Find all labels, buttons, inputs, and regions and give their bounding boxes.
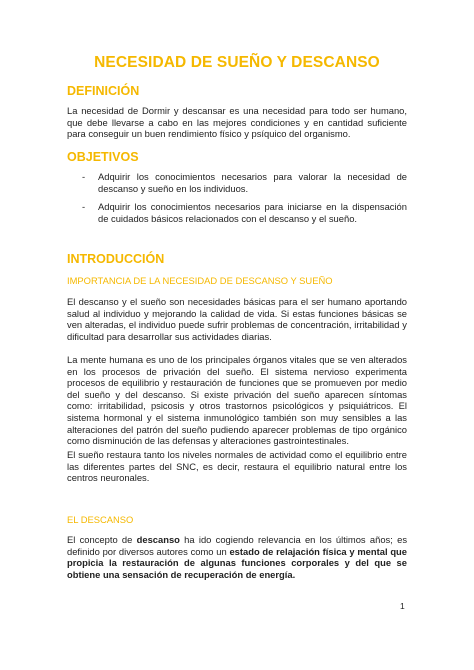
page-number: 1 [400,601,405,611]
intro-paragraph-1: El descanso y el sueño son necesidades básicas para el ser humano aportando salud al individuo y mejorando la calidad de vida. Si estas funciones básicas se ven alteradas, el individuo puede sufrir problemas de concentración, irritabilidad y dificultad para desarrollar sus actividades diarias. [67,296,407,342]
objetivo-item-text: Adquirir los conocimientos necesarios para iniciarse en la dispensación de cuidados básicos relacionados con el descanso y el sueño. [98,201,407,224]
heading-objetivos: OBJETIVOS [67,150,139,164]
subheading-descanso: EL DESCANSO [67,514,134,525]
bullet-dash: - [82,201,86,212]
heading-introduccion: INTRODUCCIÓN [67,252,165,266]
descanso-bold-1: descanso [136,534,180,545]
intro-paragraph-2: La mente humana es uno de los principales órganos vitales que se ven alterados en los procesos de privación del sueño. El sistema nervioso experimenta procesos de equilibrio y restauración de funciones que se promueven por medio del sueño y del descanso. Si existe privación del sueño aparecen síntomas como: irritabilidad, psicosis y otros trastornos psicológicos y psiquiátricos. El sistema hormonal y el sistema inmunológico también son muy sensibles a las alteraciones del patrón del sueño pudiendo aparecer problemas de tipo orgánico como disminución de las defensas y alteraciones gastrointestinales. [67,354,407,447]
objetivo-item [82,171,407,194]
document-title: NECESIDAD DE SUEÑO Y DESCANSO [94,54,380,71]
descanso-text-2: ha ido cogiendo relevancia en los últimos años; es definido por diversos autores como un [67,534,408,557]
descanso-text-1: El concepto de [67,534,137,545]
definicion-paragraph: La necesidad de Dormir y descansar es una necesidad para todo ser humano, que debe llevarse a cabo en las mejores condiciones y en cantidad suficiente para conseguir un buen rendimiento físico y psíquico del organismo. [67,105,407,140]
descanso-bold-2: estado de relajación física y mental que propicia la restauración de algunas funciones corporales y del que se obtiene una sensación de recuperación de energía. [67,545,407,580]
objetivo-item-text: Adquirir los conocimientos necesarios para valorar la necesidad de descanso y sueño en los individuos. [98,171,407,194]
objetivo-item [82,201,407,224]
heading-definicion: DEFINICIÓN [67,84,140,98]
intro-paragraph-3: El sueño restaura tanto los niveles normales de actividad como el equilibrio entre las diferentes partes del SNC, es decir, restaura el equilibrio natural entre los centros neuronales. [67,449,407,484]
bullet-dash: - [82,171,86,182]
subheading-importancia: IMPORTANCIA DE LA NECESIDAD DE DESCANSO Y SUEÑO [67,275,333,286]
descanso-paragraph [67,534,407,580]
